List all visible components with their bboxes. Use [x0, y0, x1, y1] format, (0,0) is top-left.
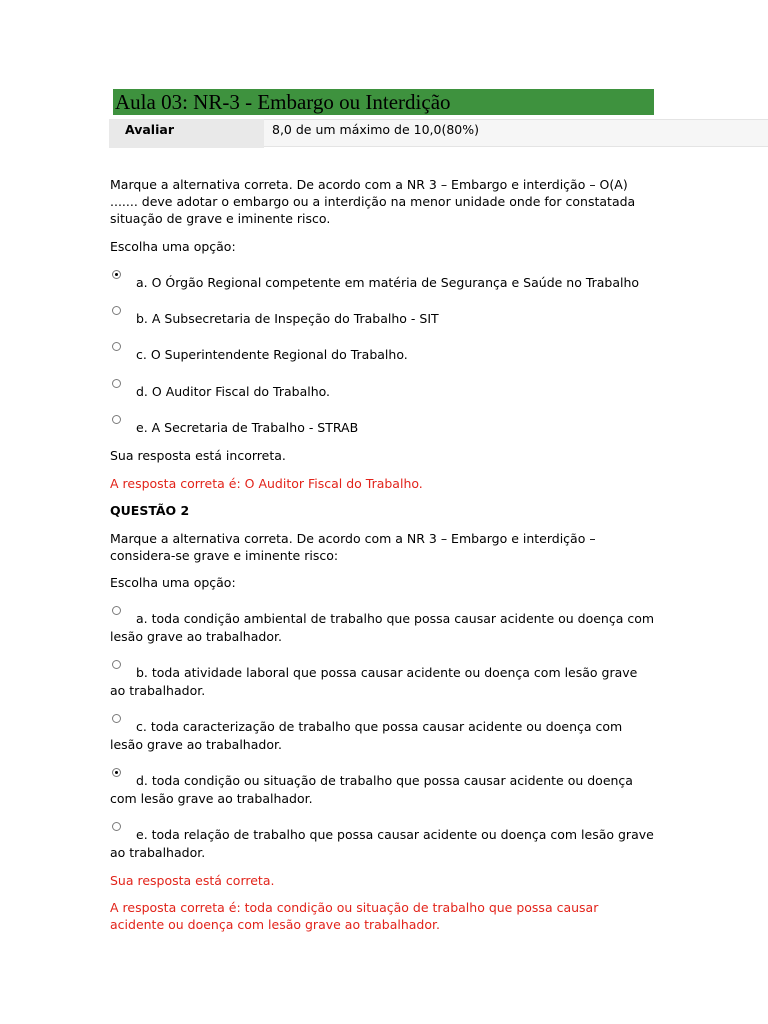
radio-button[interactable]	[112, 415, 121, 424]
grade-row	[109, 119, 768, 148]
option-label: b. toda atividade laboral que possa causar acidente ou doença com lesão grave ao trabalhador.	[110, 665, 638, 698]
question-1-feedback: Sua resposta está incorreta.	[110, 448, 286, 463]
question-2-correct-answer: A resposta correta é: toda condição ou situação de trabalho que possa causar acidente ou doença com lesão grave ao trabalhador.	[110, 900, 599, 932]
radio-button[interactable]	[112, 270, 121, 279]
question-1-choose-label: Escolha uma opção:	[110, 239, 236, 254]
radio-button[interactable]	[112, 606, 121, 615]
option-label: a. O Órgão Regional competente em matéria de Segurança e Saúde no Trabalho	[136, 275, 640, 290]
question-2-text: Marque a alternativa correta. De acordo com a NR 3 – Embargo e interdição – considera-se grave e iminente risco:	[110, 531, 596, 563]
question-2-option-e[interactable]	[110, 826, 655, 862]
question-2-option-a[interactable]	[110, 610, 655, 646]
radio-button[interactable]	[112, 660, 121, 669]
option-label: c. toda caracterização de trabalho que possa causar acidente ou doença com lesão grave ao trabalhador.	[110, 719, 623, 752]
question-1-option-d[interactable]	[110, 383, 655, 401]
question-1-option-e[interactable]	[110, 419, 655, 437]
radio-button[interactable]	[112, 306, 121, 315]
question-1-option-a[interactable]	[110, 274, 655, 292]
option-label: e. A Secretaria de Trabalho - STRAB	[136, 420, 359, 435]
question-2-heading: QUESTÃO 2	[110, 503, 190, 518]
question-2-option-b[interactable]	[110, 664, 655, 700]
question-2-option-c[interactable]	[110, 718, 655, 754]
question-2-feedback: Sua resposta está correta.	[110, 873, 275, 888]
option-label: e. toda relação de trabalho que possa causar acidente ou doença com lesão grave ao trabalhador.	[110, 827, 654, 860]
option-label: d. O Auditor Fiscal do Trabalho.	[136, 384, 331, 399]
radio-button[interactable]	[112, 714, 121, 723]
option-label: d. toda condição ou situação de trabalho que possa causar acidente ou doença com lesão grave ao trabalhador.	[110, 773, 633, 806]
grade-label: Avaliar	[109, 119, 264, 148]
option-label: b. A Subsecretaria de Inspeção do Trabalho - SIT	[136, 311, 439, 326]
question-2-choose-label: Escolha uma opção:	[110, 575, 236, 590]
question-2-option-d[interactable]	[110, 772, 655, 808]
grade-value: 8,0 de um máximo de 10,0(80%)	[264, 119, 768, 147]
question-1-text: Marque a alternativa correta. De acordo com a NR 3 – Embargo e interdição – O(A) ....... deve adotar o embargo ou a interdição na menor unidade onde for constatada situação de grave e iminente risco.	[110, 177, 636, 226]
option-label: a. toda condição ambiental de trabalho que possa causar acidente ou doença com lesão grave ao trabalhador.	[110, 611, 655, 644]
question-1-option-b[interactable]	[110, 310, 655, 328]
radio-button[interactable]	[112, 768, 121, 777]
question-1-option-c[interactable]	[110, 346, 655, 364]
radio-button[interactable]	[112, 342, 121, 351]
radio-button[interactable]	[112, 379, 121, 388]
option-label: c. O Superintendente Regional do Trabalho.	[136, 347, 408, 362]
page-title: Aula 03: NR-3 - Embargo ou Interdição	[113, 89, 654, 115]
radio-button[interactable]	[112, 822, 121, 831]
question-1-correct-answer: A resposta correta é: O Auditor Fiscal do Trabalho.	[110, 476, 423, 491]
